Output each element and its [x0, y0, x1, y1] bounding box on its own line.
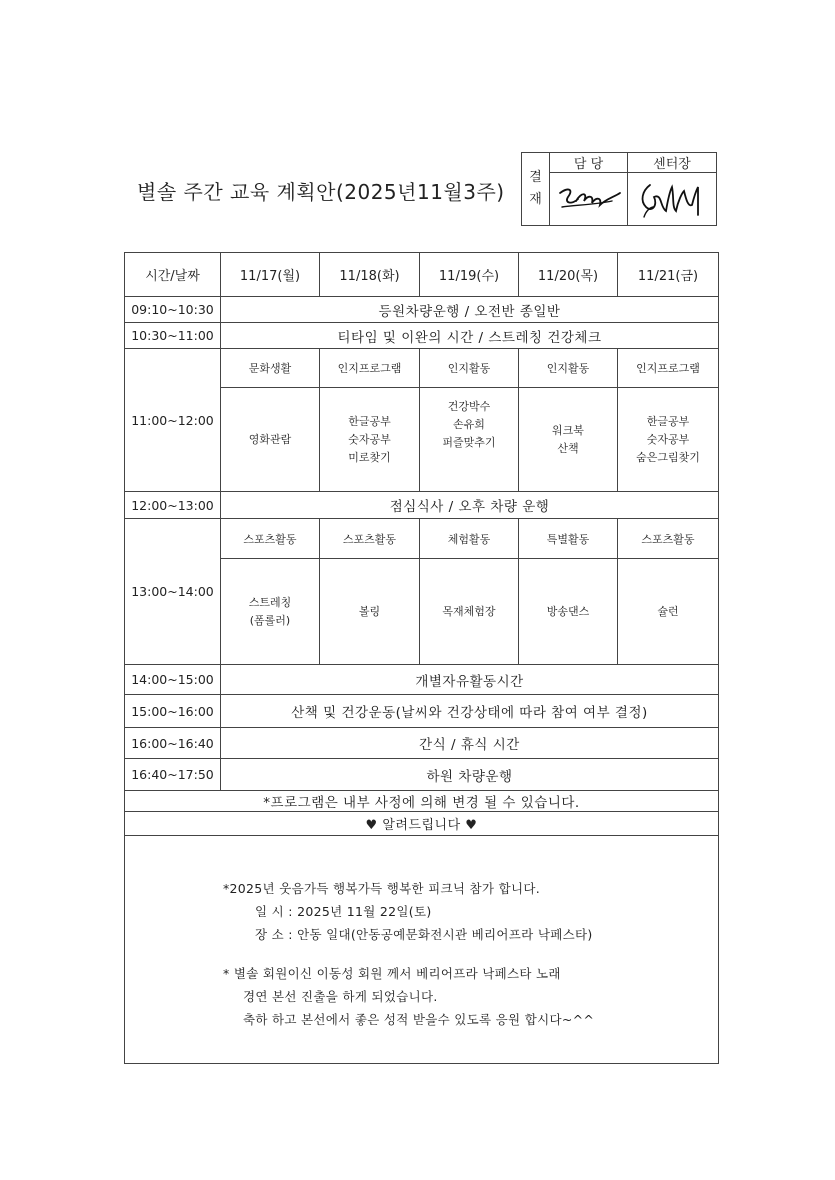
time-cell: 12:00~13:00 — [125, 492, 221, 519]
activity-line: 한글공부 — [646, 414, 690, 428]
category-cell: 인지프로그램 — [320, 349, 420, 388]
activity-cell — [618, 388, 719, 492]
schedule-row — [125, 323, 719, 349]
approval-director-header: 센터장 — [628, 153, 717, 173]
notice-line: 일 시 : 2025년 11월 22일(토) — [255, 904, 432, 919]
activity-line: 숫자공부 — [348, 432, 391, 446]
day-header: 11/18(화) — [320, 253, 420, 297]
notice-line: 축하 하고 본선에서 좋은 성적 받을수 있도록 응원 합시다~^^ — [243, 1012, 595, 1027]
time-cell: 13:00~14:00 — [125, 519, 221, 665]
notice-box — [125, 836, 719, 1064]
staff-signature — [550, 173, 628, 226]
time-cell: 14:00~15:00 — [125, 665, 221, 695]
day-header: 11/20(목) — [519, 253, 618, 297]
activity-cell: 하원 차량운행 — [221, 759, 719, 791]
activity-line: 손유희 — [453, 418, 485, 431]
day-header: 11/19(수) — [420, 253, 519, 297]
notice-title-row — [125, 812, 719, 836]
category-cell: 인지활동 — [519, 349, 618, 388]
time-cell: 15:00~16:00 — [125, 695, 221, 728]
activity-cell — [519, 559, 618, 665]
schedule-row — [125, 665, 719, 695]
approval-side-char-1: 결 — [529, 170, 542, 185]
category-cell: 체험활동 — [420, 519, 519, 559]
notice-line: *2025년 웃음가득 행복가득 행복한 피크닉 참가 합니다. — [223, 881, 540, 896]
schedule-row — [125, 728, 719, 759]
activity-cell — [618, 559, 719, 665]
schedule-row — [125, 297, 719, 323]
header-row — [125, 253, 719, 297]
activity-cell — [320, 559, 420, 665]
activity-line: 숫자공부 — [646, 432, 690, 446]
activity-line: 영화관람 — [248, 432, 292, 446]
activity-cell: 점심식사 / 오후 차량 운행 — [221, 492, 719, 519]
notice-line: * 별솔 회원이신 이동성 회원 께서 베리어프라 낙페스타 노래 — [223, 966, 561, 981]
category-cell: 특별활동 — [519, 519, 618, 559]
activity-line: 볼링 — [358, 604, 381, 618]
activity-line: 미로찾기 — [348, 450, 391, 464]
activity-line: 슐런 — [657, 604, 679, 618]
category-row — [125, 519, 719, 559]
activity-cell: 티타임 및 이완의 시간 / 스트레칭 건강체크 — [221, 323, 719, 349]
notice-row — [125, 836, 719, 1064]
activity-line: 스트레칭 — [248, 595, 292, 609]
category-cell: 스포츠활동 — [618, 519, 719, 559]
activity-cell — [221, 388, 320, 492]
activity-line: 방송댄스 — [546, 604, 590, 618]
category-cell: 스포츠활동 — [221, 519, 320, 559]
approval-side-char-2: 재 — [529, 192, 542, 207]
activity-cell — [221, 559, 320, 665]
notice-title: ♥ 알려드립니다 ♥ — [125, 812, 719, 836]
time-cell: 11:00~12:00 — [125, 349, 221, 492]
page-title: 별솔 주간 교육 계획안(2025년11월3주) — [137, 180, 505, 204]
day-header: 11/17(월) — [221, 253, 320, 297]
category-row — [125, 349, 719, 388]
activity-cell: 간식 / 휴식 시간 — [221, 728, 719, 759]
category-cell: 인지프로그램 — [618, 349, 719, 388]
activity-line: 퍼즐맞추기 — [442, 436, 496, 449]
schedule-row — [125, 695, 719, 728]
activity-line: 한글공부 — [348, 414, 391, 428]
activity-cell — [519, 388, 618, 492]
footnote-row — [125, 791, 719, 812]
notice-line: 경연 본선 진출을 하게 되었습니다. — [243, 989, 438, 1004]
activity-line: (폼롤러) — [249, 613, 291, 627]
time-cell: 09:10~10:30 — [125, 297, 221, 323]
activity-cell — [420, 388, 519, 492]
schedule-row — [125, 492, 719, 519]
activity-line: 워크북 — [552, 423, 584, 437]
notice-line: 장 소 : 안동 일대(안동공예문화전시관 베리어프라 낙페스타) — [255, 927, 593, 942]
activity-cell: 등원차량운행 / 오전반 종일반 — [221, 297, 719, 323]
weekly-schedule-table — [124, 252, 719, 1064]
category-cell: 인지활동 — [420, 349, 519, 388]
activity-line: 산책 — [557, 441, 579, 455]
approval-box — [521, 152, 717, 226]
time-cell: 16:00~16:40 — [125, 728, 221, 759]
activity-cell — [420, 559, 519, 665]
activity-line: 목재체험장 — [442, 604, 496, 618]
category-cell: 스포츠활동 — [320, 519, 420, 559]
corner-header: 시간/날짜 — [125, 253, 221, 297]
approval-side-label — [522, 153, 550, 226]
activity-line: 숨은그림찾기 — [636, 450, 700, 464]
approval-staff-header: 담 당 — [550, 153, 628, 173]
day-header: 11/21(금) — [618, 253, 719, 297]
footnote: *프로그램은 내부 사정에 의해 변경 될 수 있습니다. — [125, 791, 719, 812]
activity-cell: 산책 및 건강운동(날씨와 건강상태에 따라 참여 여부 결정) — [221, 695, 719, 728]
category-cell: 문화생활 — [221, 349, 320, 388]
activity-cell: 개별자유활동시간 — [221, 665, 719, 695]
schedule-row — [125, 759, 719, 791]
activity-line: 건강박수 — [447, 400, 491, 413]
time-cell: 16:40~17:50 — [125, 759, 221, 791]
director-signature — [628, 173, 717, 226]
activity-cell — [320, 388, 420, 492]
time-cell: 10:30~11:00 — [125, 323, 221, 349]
